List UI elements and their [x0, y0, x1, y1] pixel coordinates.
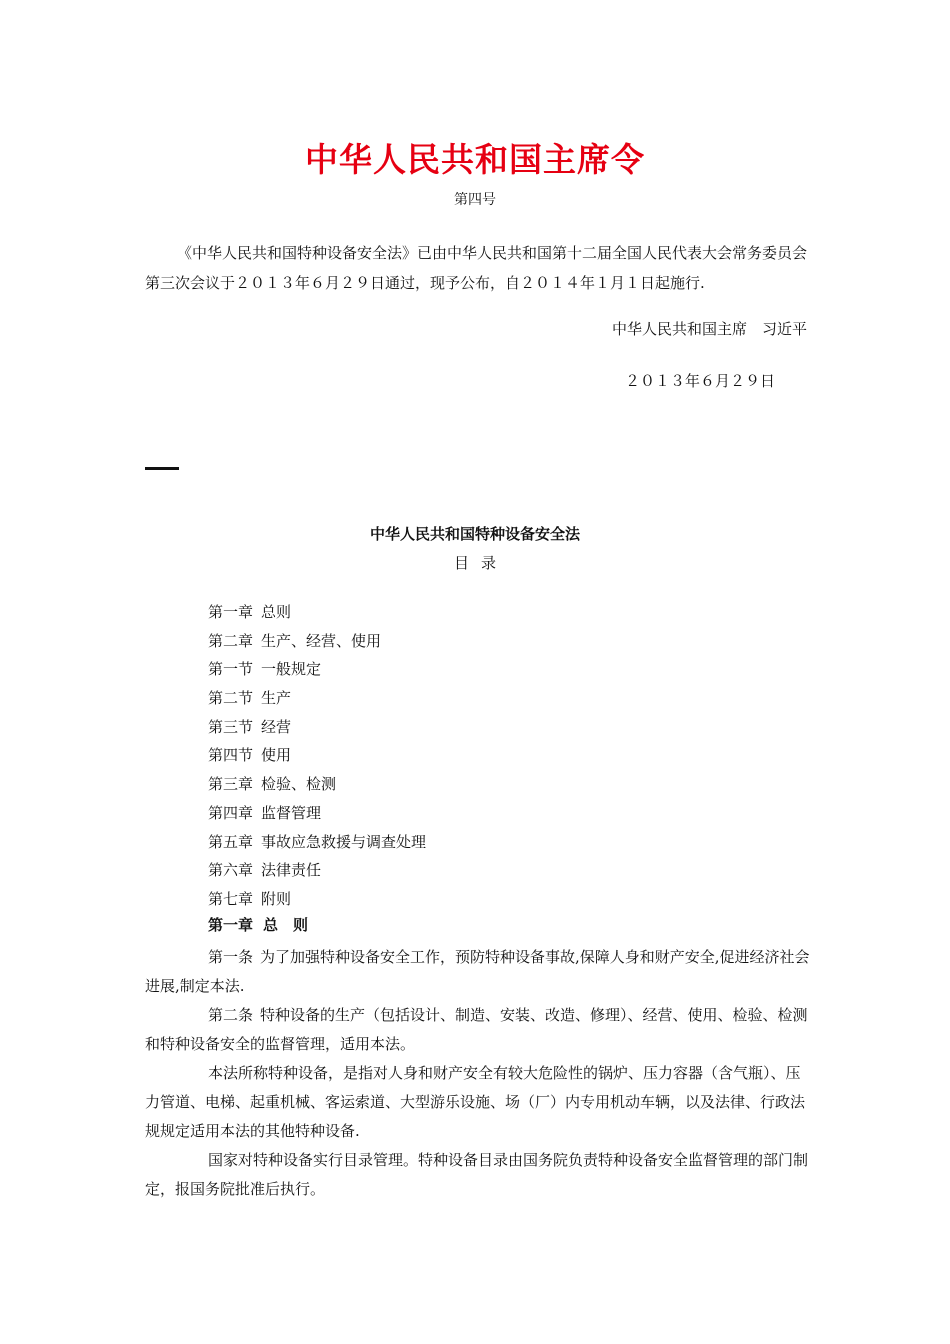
toc-item [208, 655, 426, 684]
toc-item [208, 741, 426, 770]
article-paragraph [145, 943, 815, 1001]
toc-item-number: 第四节 [208, 746, 254, 765]
article-text: 特种设备的生产（包括设计、制造、安装、改造、修理）、经营、使用、检验、检测和特种设备安全的监督管理，适用本法。 [145, 1006, 808, 1053]
toc-item-title: 监督管理 [261, 803, 322, 822]
toc-item-number: 第七章 [208, 889, 254, 908]
toc-item [208, 856, 426, 885]
toc-item-title: 法律责任 [261, 861, 322, 880]
toc-item-title: 总则 [261, 603, 292, 621]
order-preamble: 《中华人民共和国特种设备安全法》已由中华人民共和国第十二届全国人民代表大会常务委员会第三次会议于２０１３年６月２９日通过，现予公布，自２０１４年１月１日起施行. [145, 244, 808, 292]
presidential-order-title: 中华人民共和国主席令 [305, 140, 645, 179]
toc-item [208, 799, 426, 828]
toc-item-title: 附则 [261, 889, 292, 908]
chapter-title: 总 则 [263, 916, 309, 934]
chapter-label: 第一章 [208, 916, 254, 934]
toc-item-title: 事故应急救援与调查处理 [261, 832, 427, 851]
signatory: 中华人民共和国主席 习近平 [611, 320, 807, 338]
toc-item [208, 828, 426, 857]
toc-item-title: 使用 [261, 746, 292, 765]
toc-item-number: 第一节 [208, 660, 254, 679]
law-body [145, 943, 815, 1204]
toc-item-number: 第四章 [208, 803, 254, 822]
body-paragraph: 本法所称特种设备，是指对人身和财产安全有较大危险性的锅炉、压力容器（含气瓶）、压力管道、电梯、起重机械、客运索道、大型游乐设施、场（厂）内专用机动车辆，以及法律、行政法规规定适用本法的其他特种设备. [145, 1064, 806, 1140]
toc-item-number: 第一章 [208, 603, 254, 621]
toc-item-title: 检验、检测 [261, 775, 337, 794]
article-number: 第二条 [208, 1006, 254, 1024]
toc-item-number: 第二章 [208, 631, 254, 650]
article-paragraph [145, 1001, 815, 1059]
toc-heading: 目录 [453, 554, 508, 572]
toc-item-title: 一般规定 [261, 660, 322, 679]
chapter-heading [208, 914, 308, 935]
toc-item-number: 第二节 [208, 689, 254, 708]
toc-item-title: 生产 [261, 689, 292, 708]
toc-item [208, 598, 426, 627]
toc-item-number: 第六章 [208, 861, 254, 880]
toc-item-number: 第五章 [208, 832, 254, 851]
law-title: 中华人民共和国特种设备安全法 [369, 525, 580, 543]
toc-item-number: 第三章 [208, 775, 254, 794]
toc-item [208, 885, 426, 914]
signing-date: ２０１３年６月２９日 [624, 372, 775, 390]
toc-item-title: 经营 [261, 717, 292, 736]
table-of-contents [208, 598, 426, 914]
toc-item [208, 713, 426, 742]
toc-item [208, 627, 426, 656]
article-text: 为了加强特种设备安全工作，预防特种设备事故,保障人身和财产安全,促进经济社会进展,制定本法. [145, 948, 810, 995]
toc-item-number: 第三节 [208, 717, 254, 736]
toc-item [208, 684, 426, 713]
order-number: 第四号 [454, 192, 496, 208]
toc-item-title: 生产、经营、使用 [261, 631, 382, 650]
toc-item [208, 770, 426, 799]
article-number: 第一条 [208, 948, 254, 966]
section-divider [145, 467, 179, 470]
body-paragraph: 国家对特种设备实行目录管理。特种设备目录由国务院负责特种设备安全监督管理的部门制定，报国务院批准后执行。 [145, 1151, 809, 1198]
